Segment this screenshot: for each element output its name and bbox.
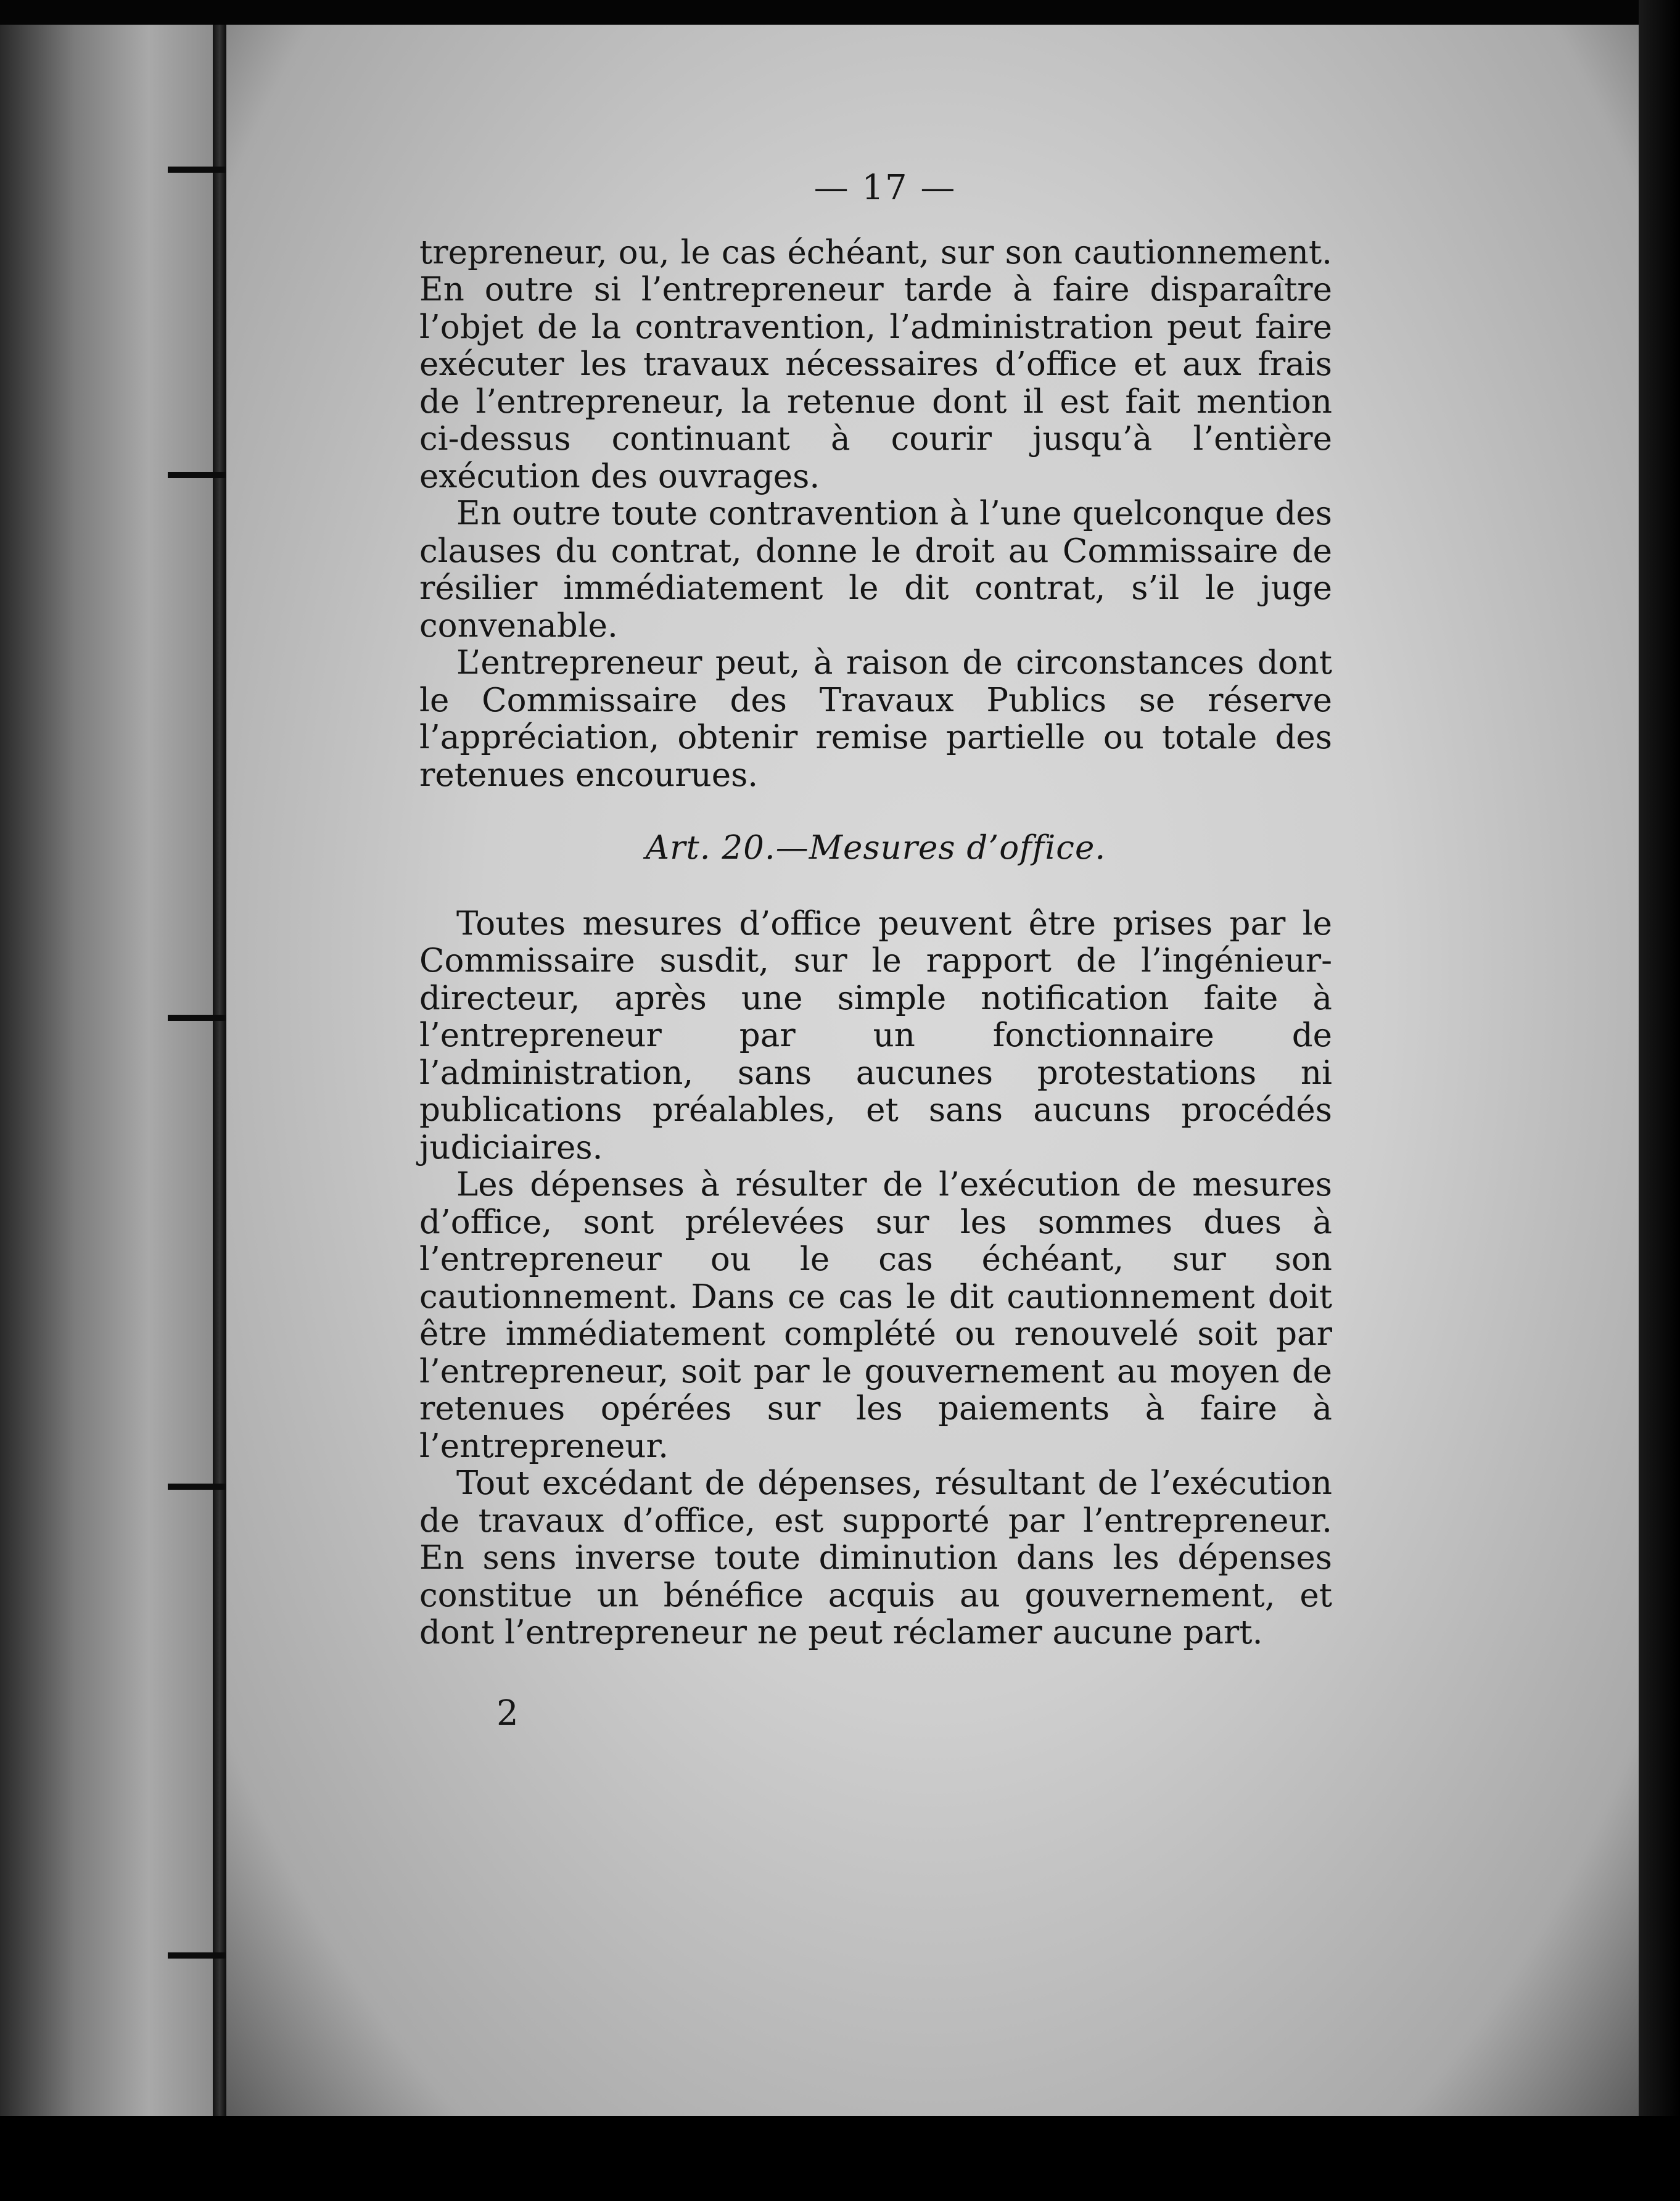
page-number: — 17 — [813,168,957,208]
article-heading: Art. 20.—Mesures d’office. [645,829,1106,867]
signature-mark: 2 [496,1693,519,1733]
paragraph: trepreneur, ou, le cas échéant, sur son cautionnement. En outre si l’entrepreneur tarde à faire disparaître l’objet de la contravention, l’administration peut faire exécuter les travaux nécessaires d’office et aux frais de l’entrepreneur, la retenue dont il est fait mention ci-dessus continuant à courir jusqu’à l’entière exécution des ouvrages. [419,233,1332,495]
book-binding [213,25,226,2147]
scan-shadow-edge [1639,0,1680,2201]
paragraph: En outre toute contravention à l’une quelconque des clauses du contrat, donne le droit au Commissaire de résilier immédiatement le dit contrat, s’il le juge convenable. [419,495,1332,645]
paragraph: Tout excédant de dépenses, résultant de l’exécution de travaux d’office, est supporté par l’entrepreneur. En sens inverse toute diminution dans les dépenses constitue un bénéfice acquis au gouvernement, et dont l’entrepreneur ne peut réclamer aucune part. [419,1464,1332,1651]
page-text-block [419,170,1332,1732]
scan-bottom-border [0,2116,1680,2201]
paragraph: Les dépenses à résulter de l’exécution de mesures d’office, sont prélevées sur les sommes dues à l’entrepreneur ou le cas échéant, sur son cautionnement. Dans ce cas le dit cautionnement doit être immédiatement complété ou renouvelé soit par l’entrepreneur, soit par le gouvernement au moyen de retenues opérées sur les paiements à faire à l’entrepreneur. [419,1166,1332,1465]
adjacent-page-edge [0,25,213,2147]
book-page [226,25,1639,2116]
paragraph: Toutes mesures d’office peuvent être prises par le Commissaire susdit, sur le rapport de l’ingénieur-directeur, après une simple notification faite à l’entrepreneur par un fonctionnaire de l’administration, sans aucunes protestations ni publications préalables, et sans aucuns procédés judiciaires. [419,904,1332,1167]
paragraph: L’entrepreneur peut, à raison de circonstances dont le Commissaire des Travaux Publics se réserve l’appréciation, obtenir remise partielle ou totale des retenues encourues. [419,644,1332,794]
